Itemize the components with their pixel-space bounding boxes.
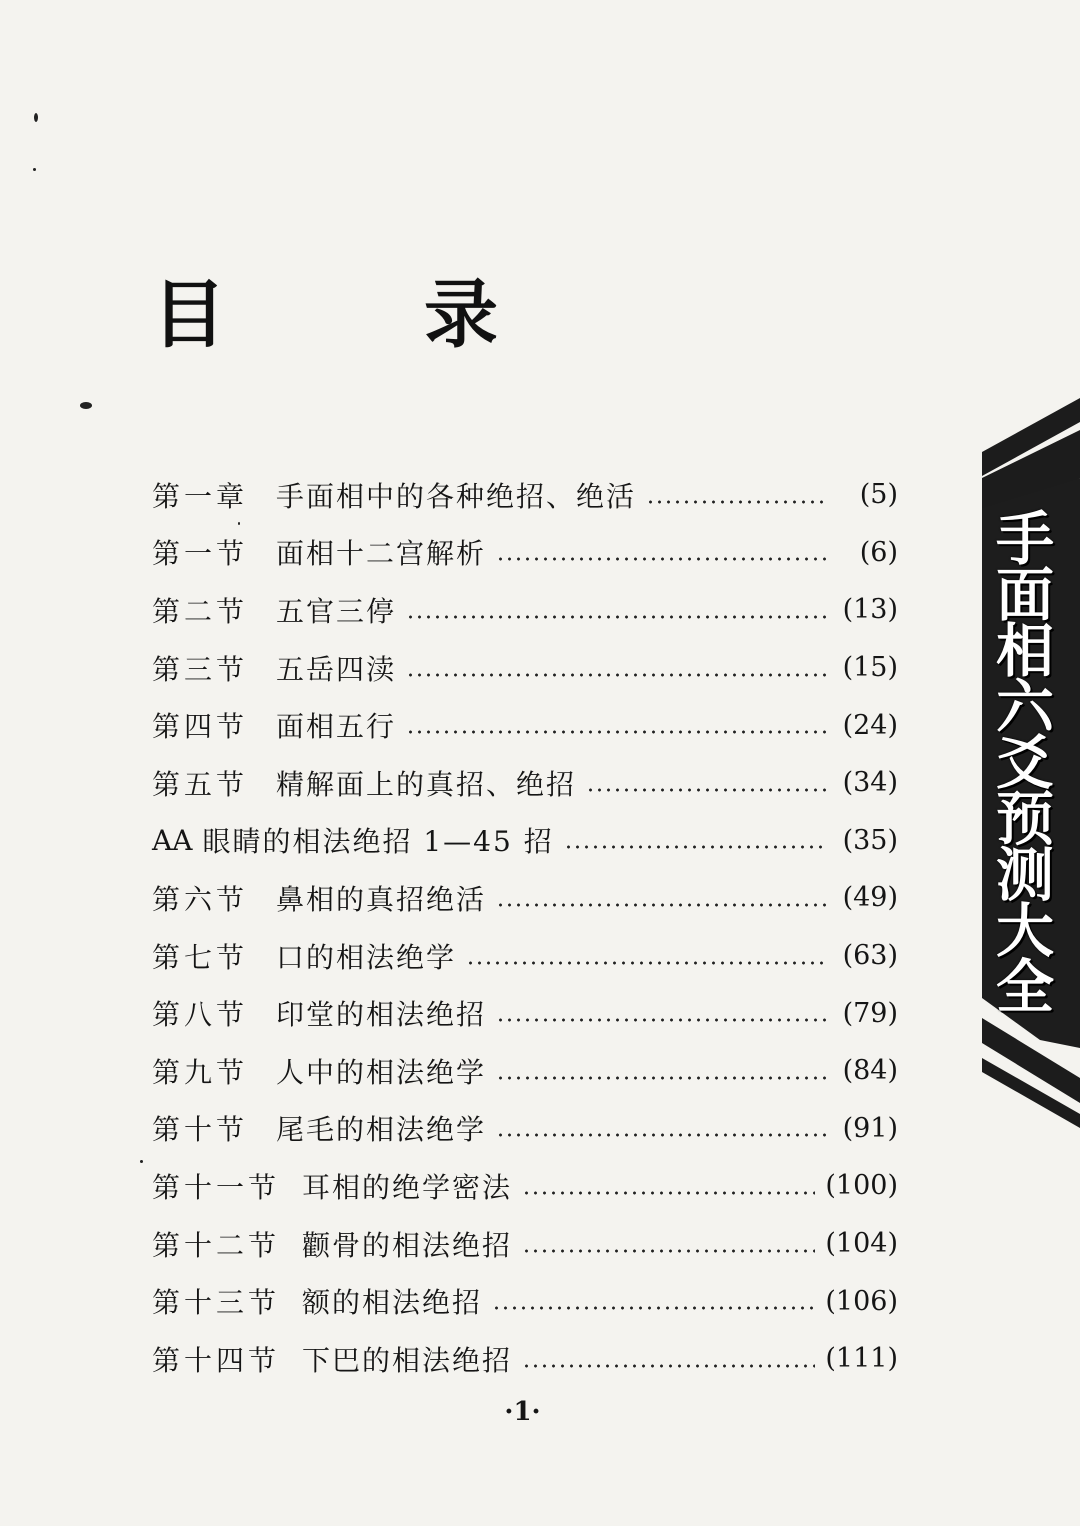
toc-entry-heading: 颧骨的相法绝招 [302, 1228, 513, 1262]
toc-entry-label: 第十四节 [152, 1343, 281, 1377]
toc-entry-page: (104) [825, 1228, 898, 1260]
toc-entry-label: 第六节 [152, 882, 249, 916]
toc-entry-heading: 耳相的绝学密法 [302, 1170, 513, 1204]
toc-entry-leader [496, 1056, 826, 1086]
toc-entry-label: 第一章 [152, 479, 249, 513]
toc-entry-page: (34) [842, 767, 898, 799]
toc-entry [152, 581, 898, 639]
toc-entry-page: (111) [825, 1343, 898, 1375]
toc-entry [152, 1157, 898, 1215]
toc-entry-leader [586, 768, 826, 798]
toc-entry-leader [496, 998, 826, 1028]
toc-entry-label: AA [152, 823, 193, 857]
page-title: 目 录 [152, 272, 560, 358]
toc-entry-leader [522, 1344, 815, 1374]
toc-entry-page: (6) [859, 536, 898, 568]
toc-entry-heading: 印堂的相法绝招 [276, 998, 487, 1032]
toc-entry-page: (13) [842, 594, 898, 626]
toc-entry-heading: 面相十二宫解析 [276, 537, 487, 571]
toc-entry-heading: 眼睛的相法绝招 1—45 招 [202, 825, 554, 859]
toc-entry-heading: 人中的相法绝学 [276, 1055, 487, 1089]
toc-entry-page: (84) [842, 1055, 898, 1087]
toc-entry-leader [492, 1286, 815, 1316]
toc-entry-label: 第一节 [152, 537, 249, 571]
toc-entry-label: 第二节 [152, 594, 249, 628]
toc-entry [152, 1330, 898, 1388]
toc-entry-heading: 尾毛的相法绝学 [276, 1113, 487, 1147]
toc-entry [152, 639, 898, 697]
toc-entry-heading: 精解面上的真招、绝招 [276, 767, 577, 801]
toc-entry-label: 第八节 [152, 998, 249, 1032]
toc-entry-leader [522, 1171, 815, 1201]
toc-entry [152, 1042, 898, 1100]
toc-entry [152, 466, 898, 524]
toc-entry-page: (15) [842, 652, 898, 684]
toc-entry-heading: 手面相中的各种绝招、绝活 [276, 479, 637, 513]
toc-entry-page: (91) [842, 1112, 898, 1144]
toc-entry-page: (79) [842, 997, 898, 1029]
toc-entry [152, 812, 898, 870]
toc-entry [152, 984, 898, 1042]
toc-entry-label: 第三节 [152, 652, 249, 686]
toc-entry-page: (49) [842, 882, 898, 914]
toc-entry-leader [406, 653, 826, 683]
toc-entry-page: (35) [842, 824, 898, 856]
toc-entry-heading: 鼻相的真招绝活 [276, 882, 487, 916]
toc-entry-heading: 面相五行 [276, 710, 397, 744]
toc-entry-label: 第四节 [152, 710, 249, 744]
toc-entry-heading: 口的相法绝学 [276, 940, 457, 974]
spine-title: 手面相六爻预测大全 [986, 508, 1054, 1012]
toc-entry-page: (24) [842, 709, 898, 741]
toc-entry-heading: 五官三停 [276, 594, 397, 628]
toc-entry-heading: 五岳四渎 [276, 652, 397, 686]
toc-entry [152, 1100, 898, 1158]
toc-entry [152, 927, 898, 985]
toc-entry-label: 第五节 [152, 767, 249, 801]
toc-entry [152, 1215, 898, 1273]
toc-entry-label: 第十三节 [152, 1286, 281, 1320]
toc-entry-label: 第九节 [152, 1055, 249, 1089]
toc-entry [152, 524, 898, 582]
toc-entry-label: 第十一节 [152, 1170, 281, 1204]
toc-entry [152, 696, 898, 754]
toc-entry-label: 第十二节 [152, 1228, 281, 1262]
table-of-contents [152, 466, 898, 1388]
toc-entry-leader [646, 480, 826, 510]
toc-entry [152, 754, 898, 812]
page-number: ·1· [504, 1397, 541, 1427]
toc-entry-heading: 额的相法绝招 [302, 1286, 483, 1320]
toc-entry-page: (106) [825, 1285, 898, 1317]
toc-entry-leader [522, 1229, 815, 1259]
toc-entry-leader [496, 883, 826, 913]
toc-entry-leader [496, 1113, 826, 1143]
toc-entry-page: (100) [825, 1170, 898, 1202]
toc-entry-leader [564, 825, 826, 855]
toc-entry-leader [496, 537, 826, 567]
toc-entry-heading: 下巴的相法绝招 [302, 1343, 513, 1377]
toc-entry-leader [406, 595, 826, 625]
toc-entry-page: (63) [842, 940, 898, 972]
toc-entry [152, 1272, 898, 1330]
toc-entry-page: (5) [859, 479, 898, 511]
toc-entry [152, 869, 898, 927]
toc-entry-leader [466, 941, 826, 971]
toc-entry-label: 第七节 [152, 940, 249, 974]
toc-entry-leader [406, 710, 826, 740]
toc-entry-label: 第十节 [152, 1113, 249, 1147]
